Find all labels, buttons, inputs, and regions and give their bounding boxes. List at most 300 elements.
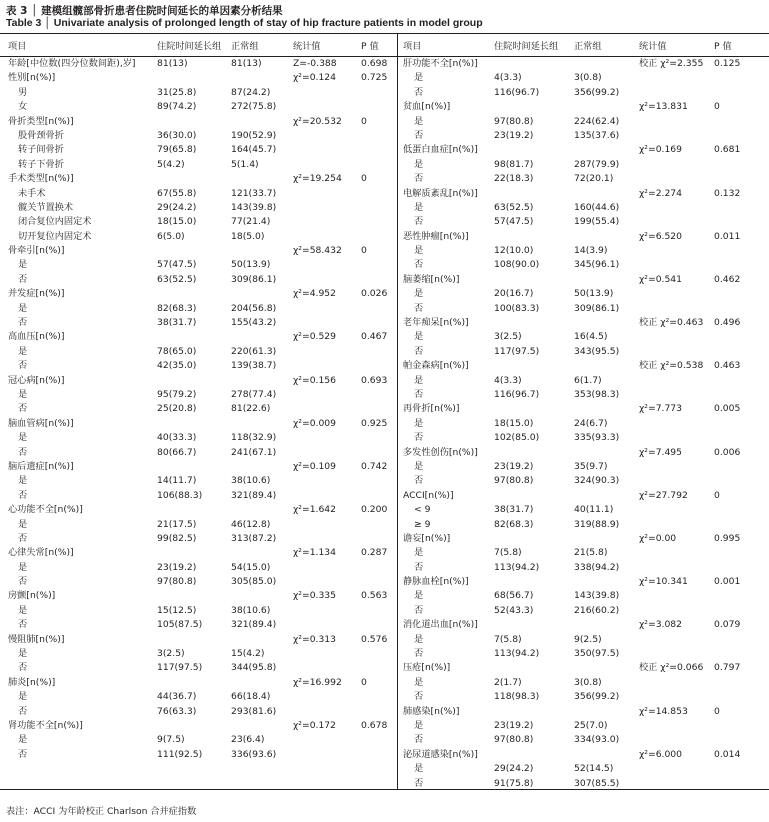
cell-item: 是 [414, 374, 424, 386]
table-row [398, 128, 769, 142]
cell-p-value: 0.698 [361, 58, 388, 69]
cell-item: 贫血[n(%)] [403, 101, 451, 113]
cell-normal-group: 143(39.8) [574, 590, 620, 602]
cell-item: 多发性创伤[n(%)] [403, 446, 478, 458]
cell-normal-group: 334(93.0) [574, 734, 620, 746]
table-row [0, 70, 397, 84]
cell-item: 否 [414, 216, 424, 228]
right-table [398, 33, 769, 790]
cell-prolonged-group: 15(12.5) [157, 604, 197, 616]
table-row [0, 459, 397, 473]
table-row [0, 387, 397, 401]
right-header-row [398, 33, 769, 56]
cell-p-value: 0.132 [714, 187, 741, 199]
cell-item: 是 [18, 518, 28, 530]
cell-normal-group: 3(0.8) [574, 676, 602, 688]
header-prolonged-group: 住院时间延长组 [157, 41, 222, 52]
cell-item: 否 [18, 705, 28, 717]
cell-normal-group: 3(0.8) [574, 72, 602, 84]
table-row [0, 171, 397, 185]
cell-item: 否 [18, 360, 28, 372]
cell-p-value: 0 [714, 489, 720, 501]
left-table-body [0, 56, 397, 761]
left-table [0, 33, 397, 761]
table-row [398, 675, 769, 689]
cell-prolonged-group: 12(10.0) [494, 245, 534, 257]
cell-normal-group: 319(88.9) [574, 518, 620, 530]
cell-p-value: 0 [714, 101, 720, 113]
cell-item: 未手术 [18, 187, 46, 199]
table-row [398, 99, 769, 113]
cell-p-value: 0.678 [361, 719, 388, 731]
table-row [0, 186, 397, 200]
cell-prolonged-group: 57(47.5) [157, 259, 197, 271]
cell-item: 肺感染[n(%)] [403, 705, 460, 717]
cell-item: 是 [414, 417, 424, 429]
table-row [398, 142, 769, 156]
cell-item: 是 [414, 676, 424, 688]
cell-item: 是 [18, 691, 28, 703]
cell-normal-group: 24(6.7) [574, 417, 608, 429]
cell-item: 肺炎[n(%)] [8, 676, 56, 688]
cell-statistic: 校正 χ²=0.463 [639, 317, 704, 329]
cell-statistic: χ²=0.109 [293, 460, 336, 472]
cell-item: 女 [18, 101, 28, 113]
table-row [398, 85, 769, 99]
cell-p-value: 0.467 [361, 331, 388, 343]
cell-item: 否 [414, 475, 424, 487]
table-row [0, 588, 397, 602]
cell-normal-group: 6(1.7) [574, 374, 602, 386]
table-row [398, 286, 769, 300]
table-row [398, 114, 769, 128]
table-caption-en: Table 3 │ Univariate analysis of prolonged length of stay of hip fracture patients in model group [6, 17, 483, 29]
table-row [0, 214, 397, 228]
cell-p-value: 0.995 [714, 532, 741, 544]
cell-prolonged-group: 113(94.2) [494, 648, 540, 660]
cell-prolonged-group: 5(4.2) [157, 158, 185, 170]
cell-item: 肾功能不全[n(%)] [8, 719, 83, 731]
cell-normal-group: 272(75.8) [231, 101, 277, 113]
cell-p-value: 0.200 [361, 504, 388, 516]
cell-normal-group: 77(21.4) [231, 216, 271, 228]
cell-normal-group: 216(60.2) [574, 604, 620, 616]
cell-prolonged-group: 31(25.8) [157, 86, 197, 98]
cell-statistic: χ²=0.169 [639, 144, 682, 156]
cell-item: 是 [414, 115, 424, 127]
cell-p-value: 0.576 [361, 633, 388, 645]
cell-p-value: 0.014 [714, 748, 741, 760]
cell-statistic: χ²=20.532 [293, 115, 342, 127]
cell-normal-group: 313(87.2) [231, 532, 277, 544]
cell-normal-group: 35(9.7) [574, 460, 608, 472]
table-row [0, 56, 397, 70]
cell-statistic: χ²=0.529 [293, 331, 336, 343]
table-caption-zh: 表 3 │ 建模组髋部骨折患者住院时间延长的单因素分析结果 [6, 5, 283, 17]
cell-statistic: χ²=19.254 [293, 173, 342, 185]
cell-prolonged-group: 76(63.3) [157, 705, 197, 717]
table-row [0, 718, 397, 732]
cell-item: 否 [18, 273, 28, 285]
cell-prolonged-group: 36(30.0) [157, 129, 197, 141]
cell-normal-group: 199(55.4) [574, 216, 620, 228]
cell-item: 是 [414, 201, 424, 213]
cell-p-value: 0.287 [361, 547, 388, 559]
cell-p-value: 0 [361, 115, 367, 127]
table-row [398, 646, 769, 660]
cell-normal-group: 321(89.4) [231, 489, 277, 501]
cell-prolonged-group: 82(68.3) [494, 518, 534, 530]
table-row [398, 315, 769, 329]
cell-prolonged-group: 91(75.8) [494, 777, 534, 789]
cell-item: 否 [414, 691, 424, 703]
table-row [0, 301, 397, 315]
cell-statistic: 校正 χ²=0.538 [639, 360, 704, 372]
cell-statistic: χ²=13.831 [639, 101, 688, 113]
cell-item: 消化道出血[n(%)] [403, 619, 478, 631]
table-row [0, 704, 397, 718]
cell-prolonged-group: 100(83.3) [494, 302, 540, 314]
right-table-body [398, 56, 769, 790]
cell-normal-group: 344(95.8) [231, 662, 277, 674]
cell-prolonged-group: 29(24.2) [157, 201, 197, 213]
cell-p-value: 0.925 [361, 417, 388, 429]
cell-normal-group: 241(67.1) [231, 446, 277, 458]
cell-normal-group: 38(10.6) [231, 604, 271, 616]
cell-prolonged-group: 97(80.8) [494, 115, 534, 127]
table-row [398, 588, 769, 602]
cell-statistic: χ²=0.541 [639, 273, 682, 285]
cell-normal-group: 18(5.0) [231, 230, 265, 242]
cell-prolonged-group: 22(18.3) [494, 173, 534, 185]
cell-prolonged-group: 9(7.5) [157, 734, 185, 746]
cell-normal-group: 9(2.5) [574, 633, 602, 645]
cell-p-value: 0.011 [714, 230, 741, 242]
table-row [0, 560, 397, 574]
cell-prolonged-group: 3(2.5) [494, 331, 522, 343]
cell-prolonged-group: 40(33.3) [157, 432, 197, 444]
cell-prolonged-group: 116(96.7) [494, 86, 540, 98]
table-row [398, 387, 769, 401]
cell-normal-group: 336(93.6) [231, 748, 277, 760]
table-row [0, 200, 397, 214]
cell-item: 是 [18, 388, 28, 400]
cell-item: 否 [414, 345, 424, 357]
table-row [0, 344, 397, 358]
table-row [0, 128, 397, 142]
cell-item: 是 [18, 432, 28, 444]
cell-item: 帕金森病[n(%)] [403, 360, 469, 372]
cell-item: 否 [414, 302, 424, 314]
cell-normal-group: 21(5.8) [574, 547, 608, 559]
cell-item: 否 [414, 432, 424, 444]
table-row [0, 358, 397, 372]
cell-statistic: χ²=16.992 [293, 676, 342, 688]
table-row [0, 329, 397, 343]
table-row [0, 747, 397, 761]
table-row [0, 142, 397, 156]
table-row [0, 531, 397, 545]
table-row [398, 186, 769, 200]
table-row [398, 301, 769, 315]
table-row [0, 257, 397, 271]
cell-item: 否 [18, 446, 28, 458]
cell-item: 是 [414, 547, 424, 559]
table-footnote: 表注：ACCI 为年龄校正 Charlson 合并症指数 [6, 806, 197, 817]
cell-prolonged-group: 117(97.5) [494, 345, 540, 357]
table-row [0, 430, 397, 444]
cell-prolonged-group: 111(92.5) [157, 748, 203, 760]
table-row [398, 776, 769, 790]
cell-normal-group: 190(52.9) [231, 129, 277, 141]
cell-normal-group: 87(24.2) [231, 86, 271, 98]
cell-item: 肝功能不全[n(%)] [403, 58, 478, 69]
table-row [398, 358, 769, 372]
cell-prolonged-group: 42(35.0) [157, 360, 197, 372]
cell-normal-group: 343(95.5) [574, 345, 620, 357]
cell-item: 否 [414, 561, 424, 573]
cell-item: 男 [18, 86, 28, 98]
table-row [0, 632, 397, 646]
table-row [0, 473, 397, 487]
cell-prolonged-group: 117(97.5) [157, 662, 203, 674]
cell-normal-group: 321(89.4) [231, 619, 277, 631]
cell-normal-group: 5(1.4) [231, 158, 259, 170]
cell-prolonged-group: 3(2.5) [157, 648, 185, 660]
cell-prolonged-group: 118(98.3) [494, 691, 540, 703]
cell-prolonged-group: 97(80.8) [157, 576, 197, 588]
cell-normal-group: 135(37.6) [574, 129, 620, 141]
cell-normal-group: 307(85.5) [574, 777, 620, 789]
cell-statistic: χ²=10.341 [639, 576, 688, 588]
cell-statistic: χ²=7.495 [639, 446, 682, 458]
cell-prolonged-group: 44(36.7) [157, 691, 197, 703]
cell-statistic: χ²=2.274 [639, 187, 682, 199]
cell-p-value: 0.005 [714, 403, 741, 415]
cell-item: 电解质紊乱[n(%)] [403, 187, 478, 199]
table-row [398, 545, 769, 559]
cell-item: 老年痴呆[n(%)] [403, 317, 469, 329]
cell-normal-group: 143(39.8) [231, 201, 277, 213]
cell-statistic: χ²=0.335 [293, 590, 336, 602]
cell-prolonged-group: 18(15.0) [157, 216, 197, 228]
table-row [398, 603, 769, 617]
cell-item: 房颤[n(%)] [8, 590, 56, 602]
cell-prolonged-group: 78(65.0) [157, 345, 197, 357]
table-row [398, 704, 769, 718]
table-row [398, 617, 769, 631]
cell-item: 是 [414, 633, 424, 645]
cell-item: 否 [414, 604, 424, 616]
cell-item: 转子下骨折 [18, 158, 64, 170]
table-row [398, 214, 769, 228]
cell-p-value: 0.797 [714, 662, 741, 674]
cell-item: 脑萎缩[n(%)] [403, 273, 460, 285]
table-row [0, 732, 397, 746]
table-row [398, 689, 769, 703]
cell-item: 骨牵引[n(%)] [8, 245, 65, 257]
cell-item: 是 [414, 72, 424, 84]
cell-item: 性别[n(%)] [8, 72, 56, 84]
cell-statistic: χ²=7.773 [639, 403, 682, 415]
table-row [398, 70, 769, 84]
table-row [398, 344, 769, 358]
cell-prolonged-group: 38(31.7) [494, 504, 534, 516]
table-row [398, 632, 769, 646]
cell-p-value: 0.001 [714, 576, 741, 588]
cell-normal-group: 81(13) [231, 58, 262, 69]
cell-normal-group: 278(77.4) [231, 388, 277, 400]
cell-statistic: χ²=1.642 [293, 504, 336, 516]
table-row [0, 401, 397, 415]
cell-item: 泌尿道感染[n(%)] [403, 748, 478, 760]
cell-normal-group: 121(33.7) [231, 187, 277, 199]
cell-p-value: 0.693 [361, 374, 388, 386]
header-normal-group: 正常组 [574, 41, 602, 52]
cell-item: 再骨折[n(%)] [403, 403, 460, 415]
table-row [398, 531, 769, 545]
cell-statistic: χ²=58.432 [293, 245, 342, 257]
cell-normal-group: 335(93.3) [574, 432, 620, 444]
cell-normal-group: 350(97.5) [574, 648, 620, 660]
table-row [0, 445, 397, 459]
table-row [398, 243, 769, 257]
table-row [398, 517, 769, 531]
cell-p-value: 0.125 [714, 58, 741, 69]
table-row [0, 373, 397, 387]
cell-item: 心功能不全[n(%)] [8, 504, 83, 516]
cell-prolonged-group: 105(87.5) [157, 619, 203, 631]
cell-item: 骨折类型[n(%)] [8, 115, 74, 127]
cell-normal-group: 224(62.4) [574, 115, 620, 127]
table-row [398, 445, 769, 459]
cell-prolonged-group: 4(3.3) [494, 374, 522, 386]
table-row [0, 517, 397, 531]
cell-item: 是 [414, 331, 424, 343]
cell-item: 髋关节置换术 [18, 201, 74, 213]
cell-item: 否 [414, 173, 424, 185]
left-header-row [0, 33, 397, 56]
cell-normal-group: 54(15.0) [231, 561, 271, 573]
cell-item: 是 [414, 158, 424, 170]
header-p-value: P 值 [714, 41, 732, 52]
cell-normal-group: 50(13.9) [231, 259, 271, 271]
cell-item: 并发症[n(%)] [8, 288, 65, 300]
cell-p-value: 0 [361, 676, 367, 688]
header-p-value: P 值 [361, 41, 379, 52]
cell-normal-group: 305(85.0) [231, 576, 277, 588]
cell-prolonged-group: 106(88.3) [157, 489, 203, 501]
table-row [398, 459, 769, 473]
cell-item: 否 [18, 317, 28, 329]
cell-item: 手术类型[n(%)] [8, 173, 74, 185]
cell-prolonged-group: 68(56.7) [494, 590, 534, 602]
cell-item: 年龄[中位数(四分位数间距),岁] [8, 58, 136, 69]
cell-item: 否 [414, 648, 424, 660]
cell-item: 是 [18, 475, 28, 487]
cell-item: 是 [18, 734, 28, 746]
cell-item: 低蛋白血症[n(%)] [403, 144, 478, 156]
cell-item: 是 [414, 245, 424, 257]
cell-item: 否 [18, 748, 28, 760]
table-row [398, 574, 769, 588]
table-row [0, 272, 397, 286]
table-row [398, 257, 769, 271]
cell-statistic: 校正 χ²=0.066 [639, 662, 704, 674]
cell-normal-group: 287(79.9) [574, 158, 620, 170]
table-row [0, 229, 397, 243]
cell-item: 否 [18, 619, 28, 631]
header-item: 项目 [403, 41, 422, 52]
table-row [398, 488, 769, 502]
cell-p-value: 0.462 [714, 273, 741, 285]
cell-normal-group: 52(14.5) [574, 763, 614, 775]
table-row [0, 502, 397, 516]
table-row [398, 732, 769, 746]
cell-item: 是 [18, 604, 28, 616]
header-statistic: 统计值 [639, 41, 667, 52]
table-row [398, 718, 769, 732]
cell-normal-group: 345(96.1) [574, 259, 620, 271]
cell-normal-group: 14(3.9) [574, 245, 608, 257]
cell-item: 慢阻肺[n(%)] [8, 633, 65, 645]
cell-statistic: χ²=0.009 [293, 417, 336, 429]
table-row [398, 329, 769, 343]
cell-item: 转子间骨折 [18, 144, 64, 156]
cell-p-value: 0.463 [714, 360, 741, 372]
cell-prolonged-group: 7(5.8) [494, 633, 522, 645]
cell-prolonged-group: 98(81.7) [494, 158, 534, 170]
cell-item: 是 [414, 590, 424, 602]
table-row [398, 171, 769, 185]
cell-item: 否 [414, 734, 424, 746]
cell-p-value: 0.725 [361, 72, 388, 84]
cell-item: 否 [414, 86, 424, 98]
table-row [0, 646, 397, 660]
table-row [0, 286, 397, 300]
cell-statistic: 校正 χ²=2.355 [639, 58, 704, 69]
table-row [0, 603, 397, 617]
cell-statistic: χ²=0.313 [293, 633, 336, 645]
cell-normal-group: 220(61.3) [231, 345, 277, 357]
table-row [398, 761, 769, 775]
cell-normal-group: 72(20.1) [574, 173, 614, 185]
cell-prolonged-group: 82(68.3) [157, 302, 197, 314]
cell-p-value: 0 [714, 705, 720, 717]
cell-normal-group: 353(98.3) [574, 388, 620, 400]
cell-statistic: χ²=0.172 [293, 719, 336, 731]
cell-prolonged-group: 6(5.0) [157, 230, 185, 242]
cell-statistic: χ²=27.792 [639, 489, 688, 501]
table-row [398, 229, 769, 243]
header-normal-group: 正常组 [231, 41, 259, 52]
table-row [398, 430, 769, 444]
cell-prolonged-group: 38(31.7) [157, 317, 197, 329]
cell-item: 是 [18, 259, 28, 271]
cell-item: 否 [18, 403, 28, 415]
cell-normal-group: 50(13.9) [574, 288, 614, 300]
table-row [398, 373, 769, 387]
cell-item: 心律失常[n(%)] [8, 547, 74, 559]
cell-item: 是 [18, 302, 28, 314]
cell-p-value: 0.006 [714, 446, 741, 458]
cell-prolonged-group: 97(80.8) [494, 734, 534, 746]
cell-prolonged-group: 97(80.8) [494, 475, 534, 487]
cell-statistic: χ²=0.124 [293, 72, 336, 84]
cell-item: 否 [414, 777, 424, 789]
cell-item: 否 [414, 388, 424, 400]
table-row [0, 157, 397, 171]
